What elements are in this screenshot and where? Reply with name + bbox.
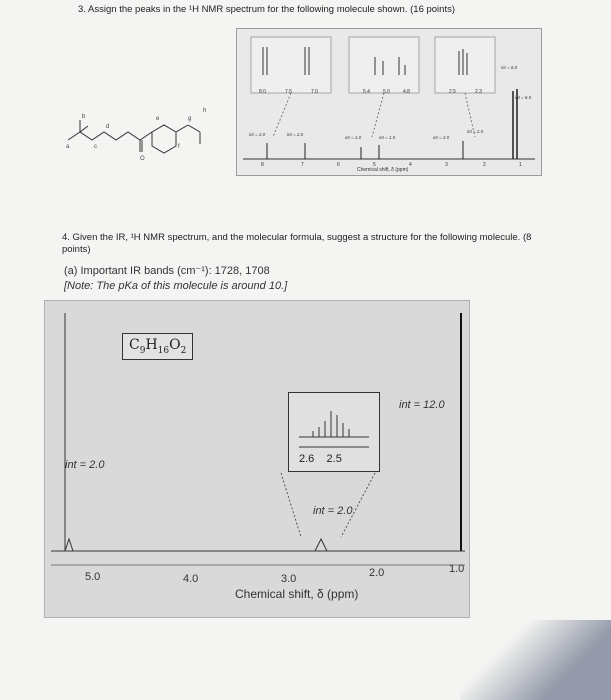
- axis-tick-2: 2: [483, 162, 486, 168]
- atom-label-h: h: [203, 108, 207, 114]
- nmr-spectrum-q3-plot: [237, 29, 541, 175]
- atom-label-a: a: [66, 144, 70, 150]
- formula-h: H: [145, 337, 158, 353]
- integration-mid: int = 2.0: [313, 505, 353, 517]
- nmr-spectrum-q3: [236, 28, 542, 176]
- axis-tick-8: 8: [261, 162, 264, 168]
- inset-tick-5-0: 5.0: [383, 89, 390, 95]
- inset-tick-4-8: 4.8: [403, 89, 410, 95]
- axis-tick-4: 4: [409, 162, 412, 168]
- integration-label: int = 1.0: [379, 135, 396, 140]
- atom-label-f: f: [178, 144, 180, 150]
- formula-o: O: [169, 337, 181, 353]
- inset-tick-7-0: 7.0: [311, 89, 318, 95]
- axis-tick-5-0: 5.0: [85, 571, 101, 583]
- axis-tick-2-0: 2.0: [369, 567, 385, 579]
- ir-bands-block: [64, 264, 287, 294]
- inset-tick-8-0: 8.0: [259, 89, 266, 95]
- inset-tick-2-5: 2.5: [326, 453, 342, 465]
- formula-sub-o: 2: [180, 345, 187, 356]
- question-4-text: 4. Given the IR, ¹H NMR spectrum, and the molecular formula, suggest a structure for the following molecule. (8 points): [62, 232, 532, 255]
- inset-tick-2-6: 2.6: [299, 453, 315, 465]
- spectrum-inset: [288, 392, 380, 472]
- formula-c: C: [129, 337, 140, 353]
- axis-tick-1: 1: [519, 162, 522, 168]
- formula-sub-c: 9: [139, 345, 146, 356]
- integration-label: int = 1.0: [345, 135, 362, 140]
- integration-label: int = 2.0: [467, 129, 484, 134]
- molecule-structure: [58, 100, 228, 170]
- nmr-spectrum-q4-plot: [45, 301, 469, 617]
- axis-tick-3-0: 3.0: [281, 573, 297, 585]
- inset-tick-2-3: 2.3: [475, 89, 482, 95]
- atom-label-g: g: [188, 116, 192, 122]
- integration-label: int = 6.0: [515, 95, 532, 100]
- inset-tick-7-5: 7.5: [285, 89, 292, 95]
- ir-bands-line: (a) Important IR bands (cm⁻¹): 1728, 1708: [64, 265, 270, 277]
- oxygen-label: O: [140, 156, 145, 162]
- integration-right: int = 12.0: [399, 399, 445, 411]
- axis-tick-6: 6: [337, 162, 340, 168]
- integration-left: int = 2.0: [65, 459, 105, 471]
- inset-ticks: [299, 453, 342, 465]
- axis-tick-4-0: 4.0: [183, 573, 199, 585]
- axis-tick-7: 7: [301, 162, 304, 168]
- axis-label: Chemical shift, δ (ppm): [357, 167, 409, 173]
- integration-label: int = 2.0: [287, 132, 304, 137]
- axis-tick-1-0: 1.0: [449, 563, 465, 575]
- atom-label-e: e: [156, 116, 160, 122]
- shadow-region: [460, 620, 611, 700]
- axis-tick-3: 3: [445, 162, 448, 168]
- atom-label-c: c: [94, 144, 97, 150]
- integration-label: int = 2.0: [249, 132, 266, 137]
- nmr-spectrum-q4: [44, 300, 470, 618]
- molecular-formula: [122, 333, 193, 360]
- integration-label: int = 2.0: [433, 135, 450, 140]
- axis-label: Chemical shift, δ (ppm): [235, 587, 359, 601]
- axis-tick-5: 5: [373, 162, 376, 168]
- integration-label: int = 6.0: [501, 65, 518, 70]
- atom-label-d: d: [106, 124, 110, 130]
- formula-sub-h: 16: [157, 345, 170, 356]
- inset-tick-5-4: 5.4: [363, 89, 370, 95]
- pka-note: [Note: The pKa of this molecule is around 10.]: [64, 280, 288, 292]
- question-3-text: 3. Assign the peaks in the ¹H NMR spectrum for the following molecule shown. (16 points): [78, 4, 456, 15]
- atom-label-b: b: [82, 114, 86, 120]
- inset-tick-2-5: 2.5: [449, 89, 456, 95]
